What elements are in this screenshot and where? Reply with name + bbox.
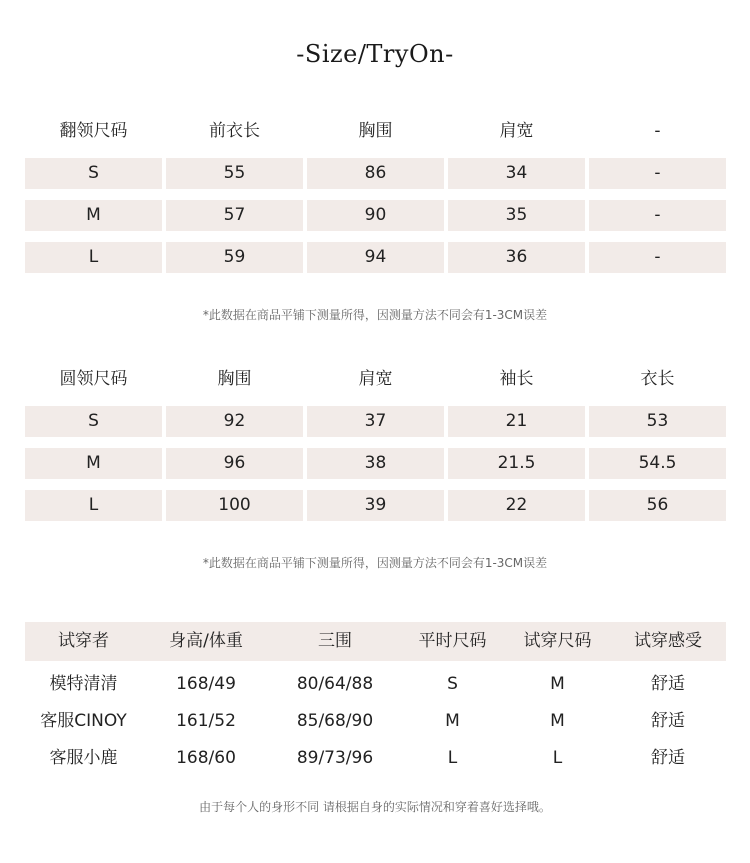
- table-cell: 21: [448, 406, 585, 437]
- table-row: [25, 406, 726, 437]
- header-cell: 袖长: [499, 369, 534, 389]
- header-cell: 衣长: [640, 369, 675, 389]
- measurement-note: *此数据在商品平铺下测量所得，因测量方法不同会有1-3CM误差: [202, 556, 548, 570]
- table-cell: 舒适: [651, 674, 685, 694]
- tryon-table: [25, 622, 726, 777]
- measurement-note: *此数据在商品平铺下测量所得，因测量方法不同会有1-3CM误差: [202, 308, 548, 322]
- header-cell: 圆领尺码: [59, 369, 128, 389]
- table-row: [25, 490, 726, 521]
- table-row: [25, 448, 726, 479]
- table-row: [25, 703, 726, 740]
- header-cell: 肩宽: [358, 369, 393, 389]
- header-cell: 前衣长: [209, 121, 260, 141]
- table-cell: M: [550, 674, 565, 694]
- table-cell: 21.5: [448, 448, 585, 479]
- table-cell: 86: [307, 158, 444, 189]
- table-cell: 100: [166, 490, 303, 521]
- header-cell: 肩宽: [499, 121, 534, 141]
- round-neck-size-table: [25, 364, 726, 521]
- table-cell: -: [589, 200, 726, 231]
- table-cell: 96: [166, 448, 303, 479]
- table-cell: 36: [448, 242, 585, 273]
- page-title: -Size/TryOn-: [296, 40, 454, 68]
- header-cell: 身高/体重: [169, 631, 243, 651]
- table-cell: 34: [448, 158, 585, 189]
- table-cell: L: [25, 242, 162, 273]
- table-cell: 35: [448, 200, 585, 231]
- table-cell: 168/49: [176, 674, 236, 694]
- table-cell: 90: [307, 200, 444, 231]
- table-cell: M: [550, 711, 565, 731]
- table-cell: 94: [307, 242, 444, 273]
- table-cell: 80/64/88: [296, 674, 374, 694]
- header-cell: 翻领尺码: [59, 121, 128, 141]
- table-row: [25, 242, 726, 273]
- table-cell: 55: [166, 158, 303, 189]
- table-cell: 客服小鹿: [49, 748, 118, 768]
- table-cell: 92: [166, 406, 303, 437]
- table-cell: 37: [307, 406, 444, 437]
- table-header-row: [25, 116, 726, 147]
- lapel-size-table: [25, 116, 726, 273]
- table-row: [25, 666, 726, 703]
- table-cell: 舒适: [651, 748, 685, 768]
- table-cell: 客服CINOY: [40, 711, 127, 731]
- header-cell: 试穿者: [58, 631, 109, 651]
- table-cell: 161/52: [176, 711, 236, 731]
- header-cell: 试穿尺码: [523, 631, 592, 651]
- table-cell: M: [445, 711, 460, 731]
- table-header-row: [25, 622, 726, 661]
- header-cell: 三围: [318, 631, 352, 651]
- header-cell: 平时尺码: [418, 631, 487, 651]
- table-cell: 模特清清: [49, 674, 118, 694]
- table-cell: 39: [307, 490, 444, 521]
- table-header-row: [25, 364, 726, 395]
- table-cell: L: [447, 748, 458, 768]
- table-cell: M: [25, 448, 162, 479]
- footer-note: 由于每个人的身形不同 请根据自身的实际情况和穿着喜好选择哦。: [199, 800, 551, 814]
- table-row: [25, 200, 726, 231]
- table-cell: -: [589, 158, 726, 189]
- table-row: [25, 158, 726, 189]
- table-cell: M: [25, 200, 162, 231]
- table-cell: 168/60: [176, 748, 236, 768]
- table-cell: L: [25, 490, 162, 521]
- table-cell: 56: [589, 490, 726, 521]
- table-cell: 85/68/90: [296, 711, 374, 731]
- table-cell: S: [25, 406, 162, 437]
- table-cell: 38: [307, 448, 444, 479]
- header-cell: 试穿感受: [634, 631, 702, 651]
- header-cell: 胸围: [217, 369, 252, 389]
- header-cell: -: [654, 121, 661, 141]
- table-cell: -: [589, 242, 726, 273]
- table-row: [25, 740, 726, 777]
- table-cell: 59: [166, 242, 303, 273]
- table-cell: S: [447, 674, 458, 694]
- table-cell: 22: [448, 490, 585, 521]
- table-cell: 53: [589, 406, 726, 437]
- table-cell: 89/73/96: [296, 748, 374, 768]
- header-cell: 胸围: [358, 121, 393, 141]
- table-cell: L: [552, 748, 563, 768]
- table-cell: S: [25, 158, 162, 189]
- table-cell: 57: [166, 200, 303, 231]
- table-cell: 54.5: [589, 448, 726, 479]
- table-cell: 舒适: [651, 711, 685, 731]
